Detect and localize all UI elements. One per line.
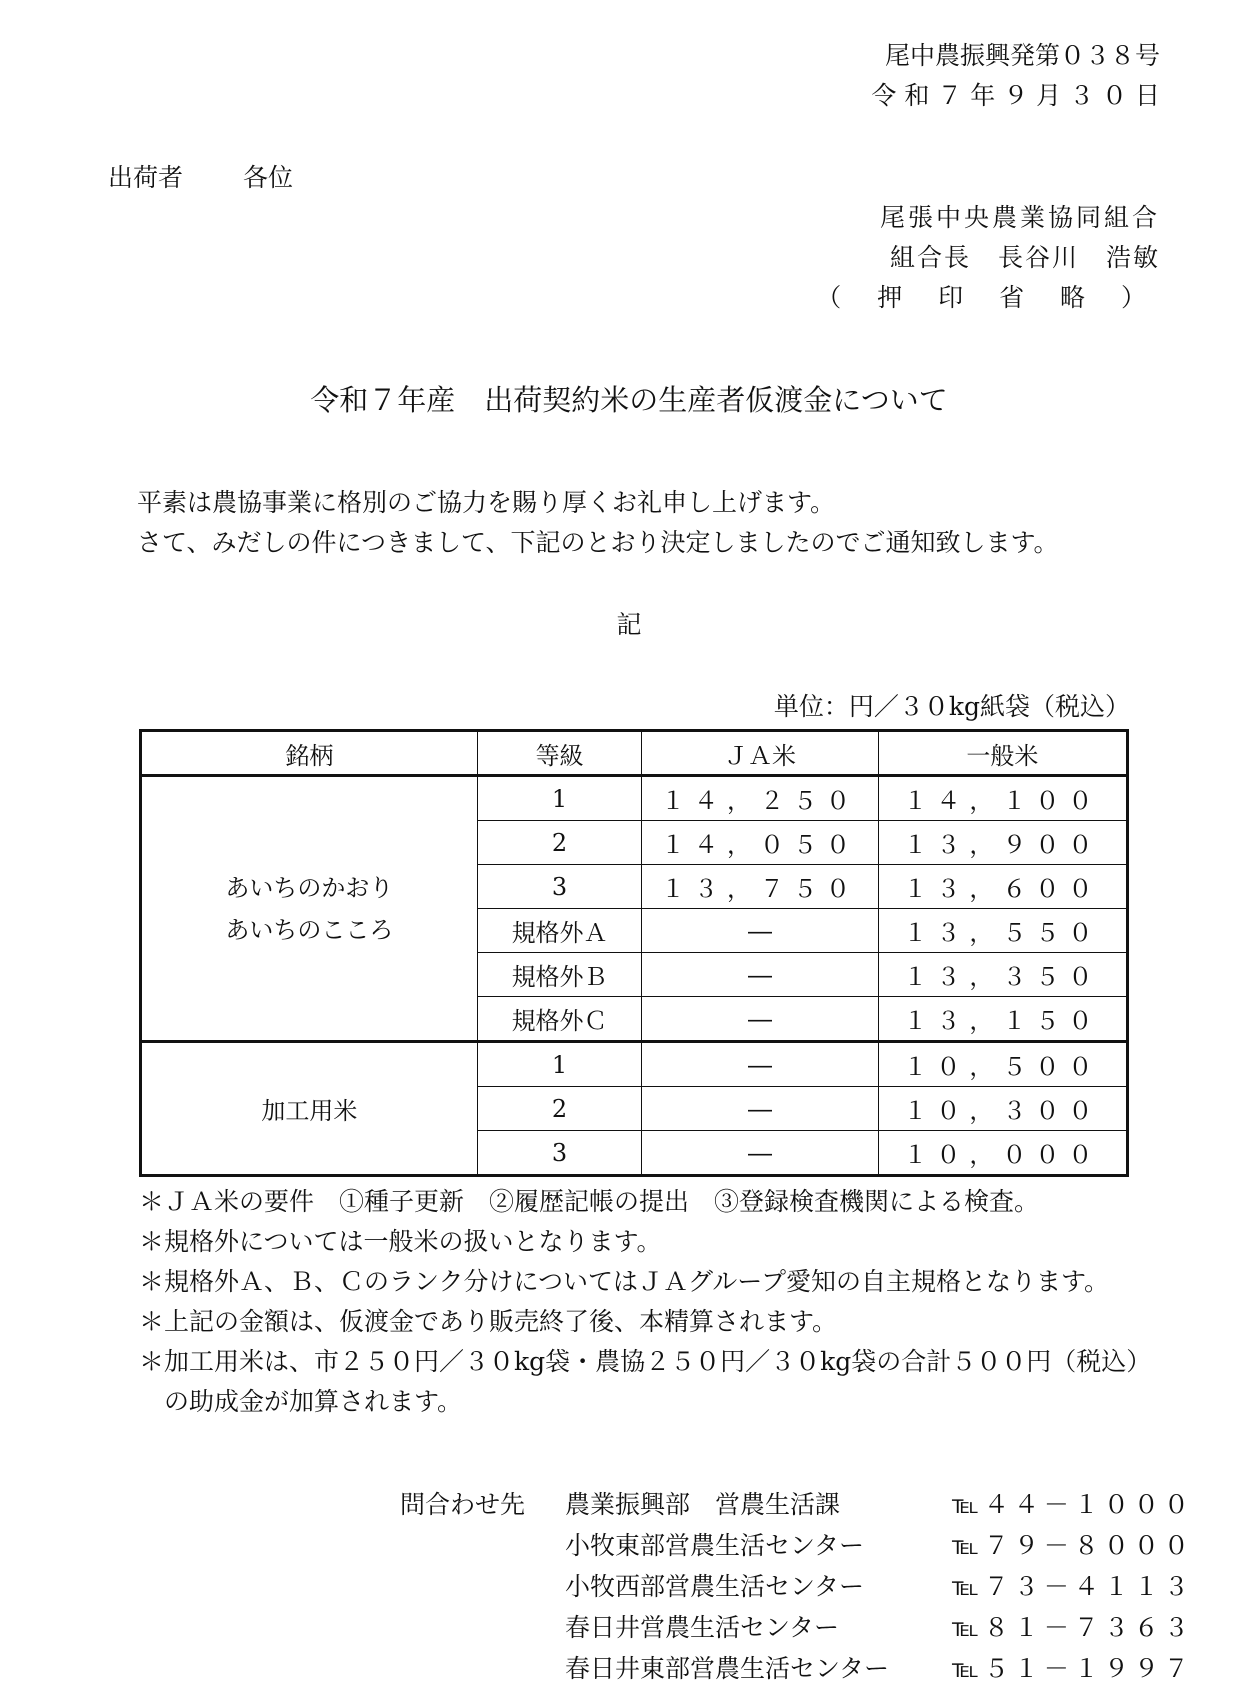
general-price-cell: １３，９００ bbox=[878, 821, 1127, 865]
table-row bbox=[141, 776, 1128, 821]
note-line: ＊規格外については一般米の扱いとなります。 bbox=[139, 1227, 662, 1256]
grade-cell: 1 bbox=[477, 1042, 641, 1087]
contact-tel: ℡８１－７３６３ bbox=[952, 1613, 1194, 1642]
recipient-name: 出荷者 bbox=[108, 163, 184, 192]
brand-name: あいちのかおり bbox=[225, 873, 394, 902]
contact-name: 春日井営農生活センター bbox=[565, 1613, 840, 1642]
general-price-cell: １０，３００ bbox=[878, 1087, 1127, 1131]
note-line: ＊加工用米は、市２５０円／３０kg袋・農協２５０円／３０kg袋の合計５００円（税込）の助成金が加算されます。 bbox=[139, 1347, 1152, 1416]
note-line: ＊上記の金額は、仮渡金であり販売終了後、本精算されます。 bbox=[139, 1307, 838, 1336]
general-price-cell: １０，５００ bbox=[878, 1042, 1127, 1087]
general-price-cell: １３，６００ bbox=[878, 865, 1127, 909]
ja-price-cell: １４，２５０ bbox=[642, 776, 878, 821]
grade-cell: 規格外Ａ bbox=[477, 909, 641, 953]
table-header-row bbox=[141, 731, 1128, 776]
general-price-cell: １４，１００ bbox=[878, 776, 1127, 821]
sender-organization: 尾張中央農業協同組合 bbox=[879, 203, 1160, 232]
header-ja-rice: ＪＡ米 bbox=[642, 731, 878, 776]
general-price-cell: １３，１５０ bbox=[878, 997, 1127, 1042]
brand-cell-aichi bbox=[141, 776, 478, 1042]
grade-cell: 3 bbox=[477, 1131, 641, 1176]
brand-cell-processing: 加工用米 bbox=[141, 1042, 478, 1176]
sender-title-name: 組合長 長谷川 浩敏 bbox=[889, 243, 1160, 272]
grade-cell: 規格外Ｃ bbox=[477, 997, 641, 1042]
recipient bbox=[108, 158, 293, 194]
ja-price-cell: １３，７５０ bbox=[642, 865, 878, 909]
ja-price-cell: ― bbox=[642, 1087, 878, 1131]
note-line: ＊規格外Ａ、Ｂ、Ｃのランク分けについてはＪＡグループ愛知の自主規格となります。 bbox=[139, 1267, 1110, 1296]
contact-tel: ℡７３－４１１３ bbox=[952, 1572, 1194, 1601]
seal-omitted-note: （ 押 印 省 略 ） bbox=[816, 283, 1160, 312]
table-row bbox=[141, 1042, 1128, 1087]
ja-price-cell: １４，０５０ bbox=[642, 821, 878, 865]
general-price-cell: １０，０００ bbox=[878, 1131, 1127, 1176]
ja-price-cell: ― bbox=[642, 953, 878, 997]
note-line: ＊ＪＡ米の要件 ①種子更新 ②履歴記帳の提出 ③登録検査機関による検査。 bbox=[139, 1187, 1040, 1216]
table-unit: 単位：円／３０kg紙袋（税込） bbox=[773, 692, 1130, 721]
contact-name: 小牧東部営農生活センター bbox=[565, 1531, 865, 1560]
recipient-honorific: 各位 bbox=[243, 163, 294, 192]
ja-price-cell: ― bbox=[642, 909, 878, 953]
document-number: 尾中農振興発第０３８号 bbox=[884, 41, 1160, 70]
grade-cell: 1 bbox=[477, 776, 641, 821]
grade-cell: 2 bbox=[477, 1087, 641, 1131]
body-line-2: さて、みだしの件につきまして、下記のとおり決定しましたのでご通知致します。 bbox=[137, 528, 1059, 557]
price-table bbox=[139, 729, 1129, 1177]
body-line-1: 平素は農協事業に格別のご協力を賜り厚くお礼申し上げます。 bbox=[137, 488, 836, 517]
contact-tel: ℡４４－１０００ bbox=[952, 1490, 1194, 1519]
grade-cell: 2 bbox=[477, 821, 641, 865]
general-price-cell: １３，５５０ bbox=[878, 909, 1127, 953]
ja-price-cell: ― bbox=[642, 997, 878, 1042]
brand-name: あいちのこころ bbox=[225, 915, 394, 944]
ki-heading: 記 bbox=[616, 610, 642, 639]
grade-cell: 3 bbox=[477, 865, 641, 909]
ja-price-cell: ― bbox=[642, 1131, 878, 1176]
notes-section bbox=[139, 1182, 1169, 1422]
contact-name: 農業振興部 営農生活課 bbox=[565, 1490, 841, 1519]
header-general-rice: 一般米 bbox=[878, 731, 1127, 776]
grade-cell: 規格外Ｂ bbox=[477, 953, 641, 997]
contact-label: 問合わせ先 bbox=[400, 1490, 526, 1519]
ja-price-cell: ― bbox=[642, 1042, 878, 1087]
contact-tel: ℡５１－１９９７ bbox=[952, 1654, 1194, 1683]
document-title: 令和７年産 出荷契約米の生産者仮渡金について bbox=[310, 383, 948, 417]
header-brand: 銘柄 bbox=[141, 731, 478, 776]
contact-name: 春日井東部営農生活センター bbox=[565, 1654, 890, 1683]
header-grade: 等級 bbox=[477, 731, 641, 776]
general-price-cell: １３，３５０ bbox=[878, 953, 1127, 997]
contact-tel: ℡７９－８０００ bbox=[952, 1531, 1194, 1560]
contact-name: 小牧西部営農生活センター bbox=[565, 1572, 865, 1601]
document-date: 令 和 ７ 年 ９ 月 ３ ０ 日 bbox=[871, 81, 1160, 110]
